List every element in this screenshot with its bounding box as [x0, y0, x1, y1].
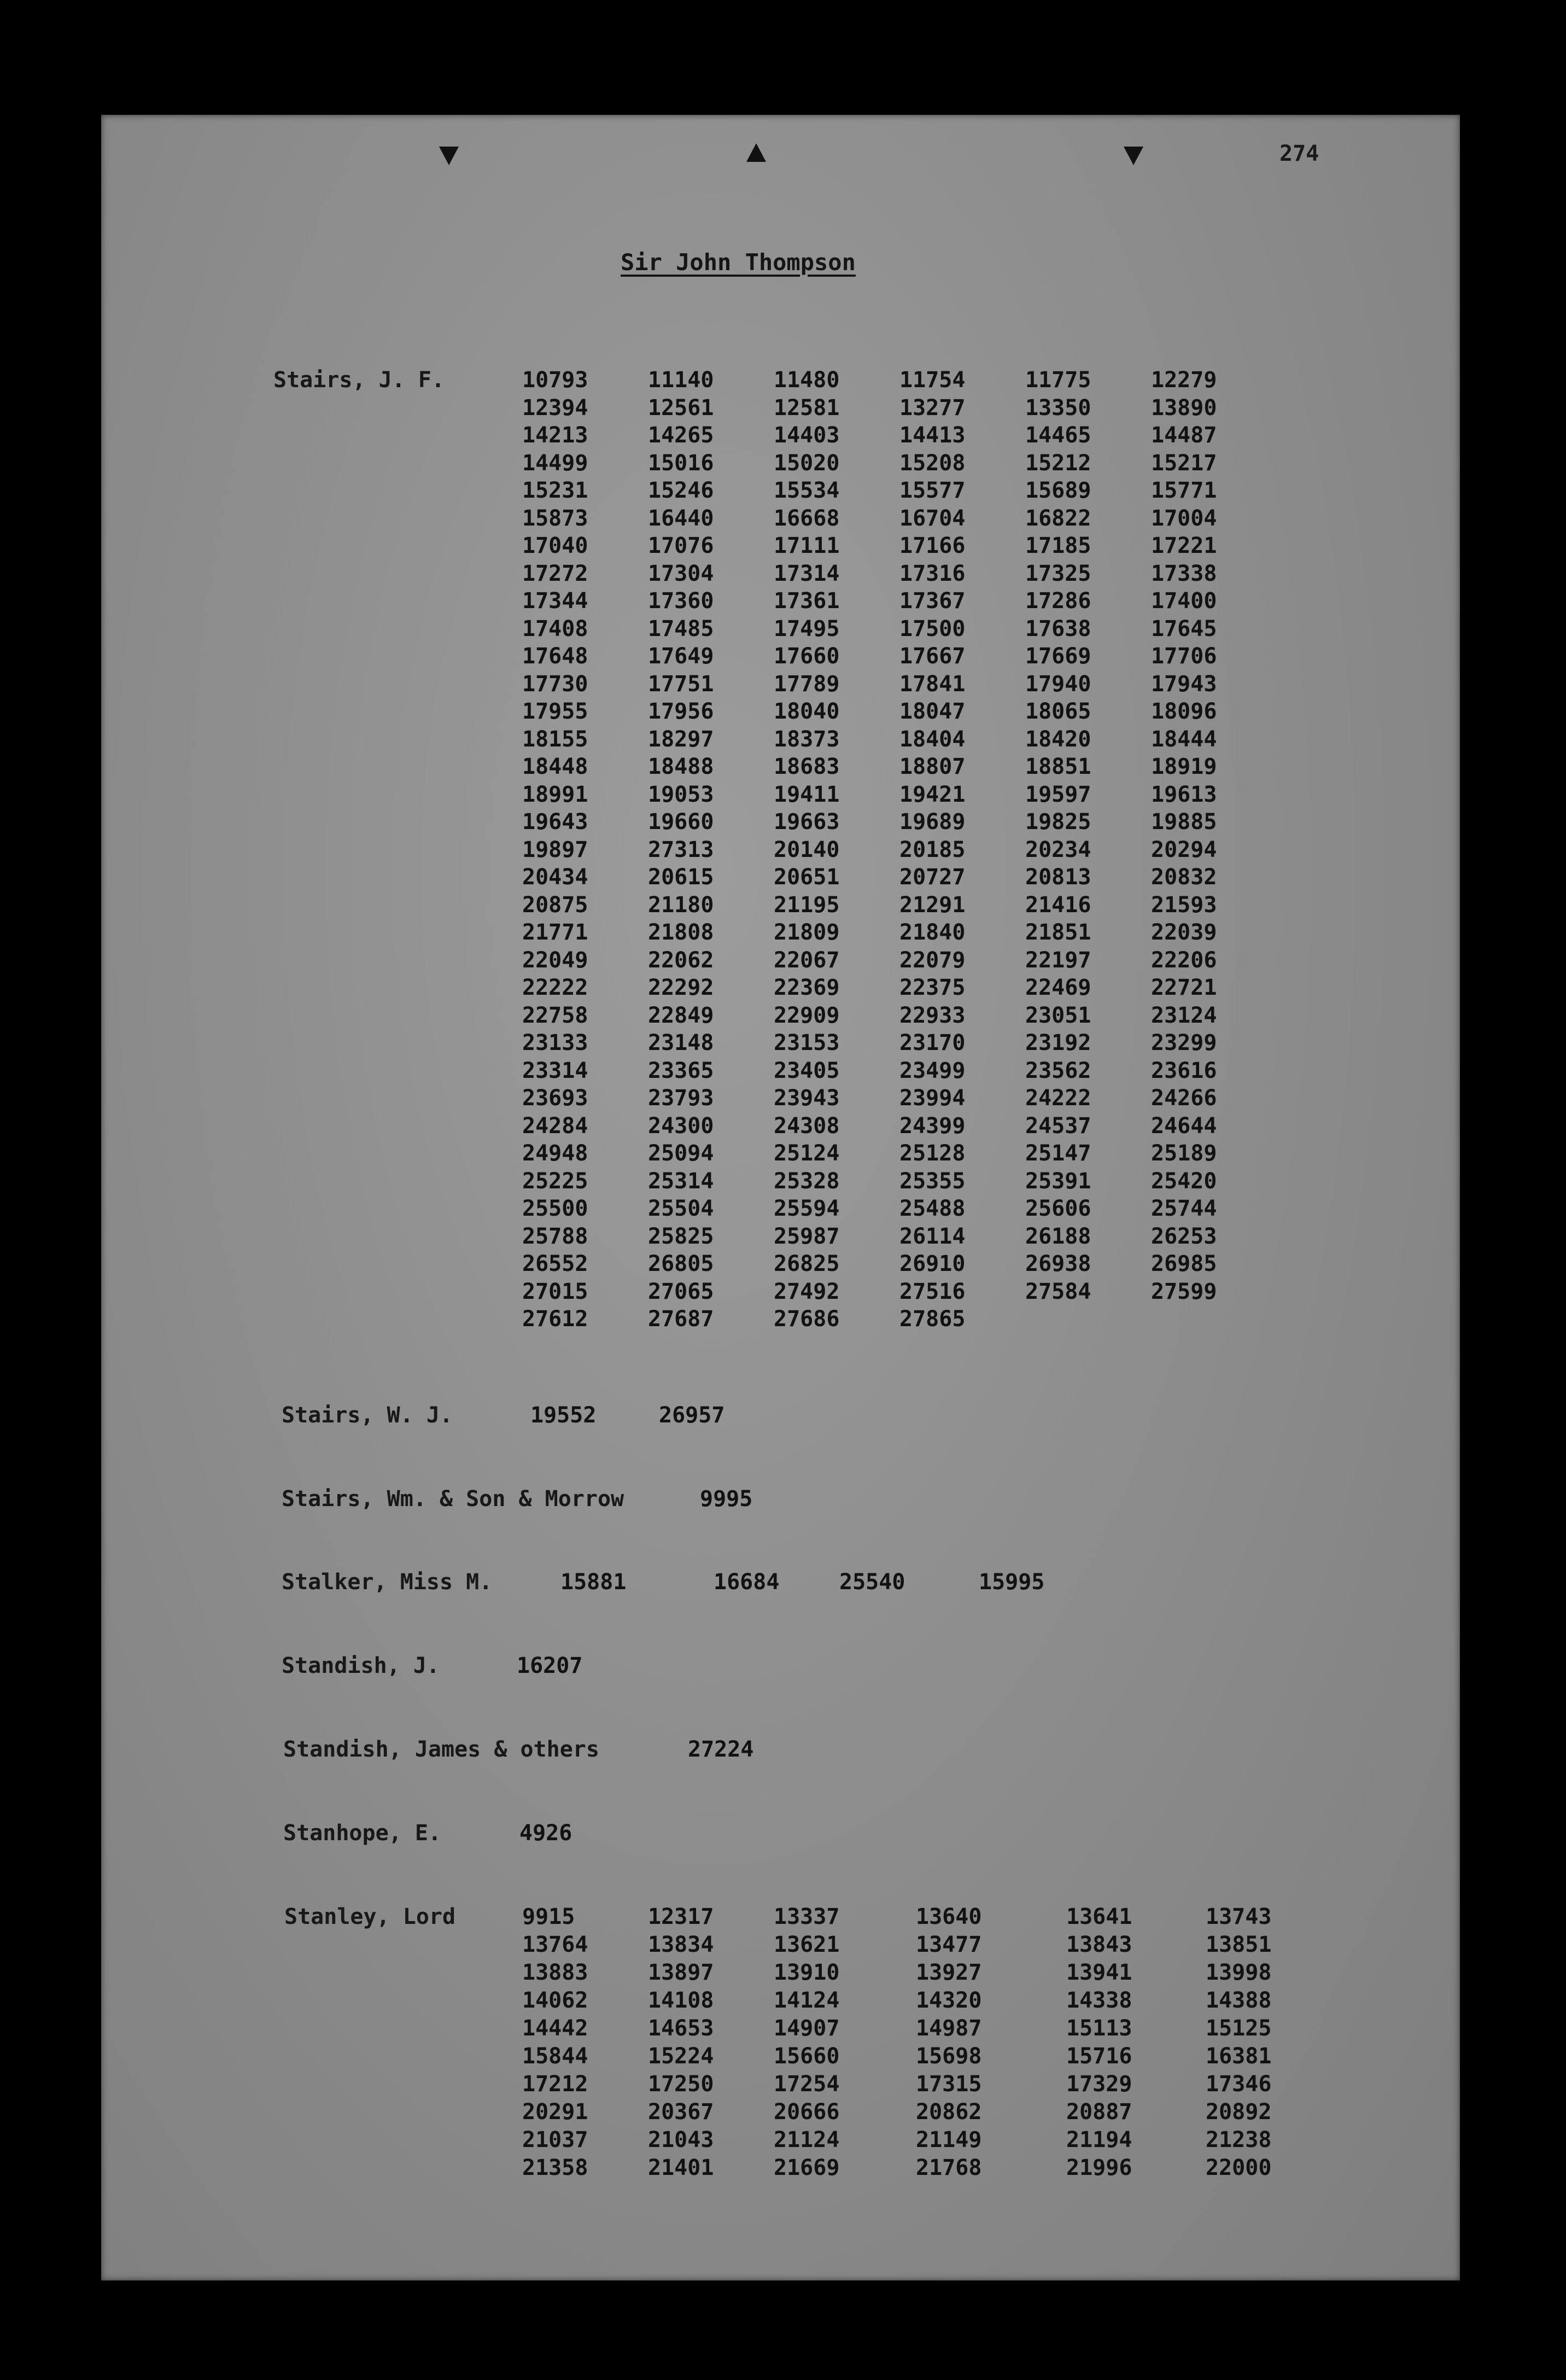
reference-number: 17751 — [648, 671, 714, 697]
reference-number: 24537 — [1025, 1113, 1091, 1139]
reference-number: 17314 — [774, 561, 840, 586]
reference-number: 25825 — [648, 1223, 714, 1249]
reference-number: 15020 — [774, 450, 840, 476]
punch-hole-mark — [439, 147, 459, 165]
reference-number: 14403 — [774, 423, 840, 448]
reference-number: 27224 — [688, 1737, 754, 1762]
reference-number: 26825 — [774, 1251, 840, 1276]
reference-number: 19663 — [774, 809, 840, 835]
reference-number: 17166 — [899, 533, 966, 558]
reference-number: 12394 — [522, 395, 588, 421]
reference-number: 15231 — [522, 478, 588, 503]
reference-number: 9995 — [700, 1486, 753, 1512]
reference-number: 13883 — [522, 1960, 588, 1985]
reference-number: 15125 — [1206, 2016, 1272, 2041]
reference-number: 11480 — [774, 368, 840, 393]
reference-number: 18488 — [648, 754, 714, 779]
reference-number: 14499 — [522, 450, 588, 476]
entry-name: Stalker, Miss M. — [282, 1570, 493, 1595]
reference-number: 13834 — [648, 1932, 714, 1957]
reference-number: 17956 — [648, 699, 714, 724]
reference-number: 18683 — [774, 754, 840, 779]
reference-number: 21180 — [648, 892, 714, 918]
reference-number: 21238 — [1206, 2127, 1272, 2152]
reference-number: 23693 — [522, 1086, 588, 1111]
reference-number: 19689 — [899, 809, 966, 835]
reference-number: 15217 — [1151, 450, 1217, 476]
reference-number: 16704 — [899, 505, 966, 531]
reference-number: 15212 — [1025, 450, 1091, 476]
reference-number: 17645 — [1151, 616, 1217, 641]
reference-number: 23153 — [774, 1030, 840, 1055]
reference-number: 26114 — [899, 1223, 966, 1249]
reference-number: 21124 — [774, 2127, 840, 2152]
reference-number: 26805 — [648, 1251, 714, 1276]
reference-number: 22369 — [774, 975, 840, 1000]
reference-number: 25189 — [1151, 1141, 1217, 1166]
reference-number: 26552 — [522, 1251, 588, 1276]
reference-number: 20434 — [522, 865, 588, 890]
reference-number: 13941 — [1066, 1960, 1132, 1985]
reference-number: 24948 — [522, 1141, 588, 1166]
reference-number: 13927 — [916, 1960, 982, 1985]
reference-number: 12279 — [1151, 368, 1217, 393]
reference-number: 14108 — [648, 1988, 714, 2013]
reference-number: 14653 — [648, 2016, 714, 2041]
reference-number: 20185 — [899, 837, 966, 862]
reference-number: 25594 — [774, 1196, 840, 1221]
reference-number: 18047 — [899, 699, 966, 724]
reference-number: 24644 — [1151, 1113, 1217, 1139]
reference-number: 21416 — [1025, 892, 1091, 918]
reference-number: 20862 — [916, 2099, 982, 2125]
entry-name: Stanley, Lord — [284, 1904, 456, 1929]
reference-number: 20291 — [522, 2099, 588, 2125]
reference-number: 20367 — [648, 2099, 714, 2125]
reference-number: 17329 — [1066, 2072, 1132, 2097]
reference-number: 17955 — [522, 699, 588, 724]
reference-number: 11754 — [899, 368, 966, 393]
reference-number: 24266 — [1151, 1086, 1217, 1111]
reference-number: 14213 — [522, 423, 588, 448]
reference-number: 23133 — [522, 1030, 588, 1055]
reference-number: 18420 — [1025, 726, 1091, 752]
reference-number: 20140 — [774, 837, 840, 862]
reference-number: 27687 — [648, 1306, 714, 1332]
reference-number: 27015 — [522, 1279, 588, 1304]
reference-number: 22222 — [522, 975, 588, 1000]
page-title: Sir John Thompson — [621, 249, 856, 276]
reference-number: 12561 — [648, 395, 714, 421]
reference-number: 14413 — [899, 423, 966, 448]
reference-number: 14320 — [916, 1988, 982, 2013]
reference-number: 18373 — [774, 726, 840, 752]
reference-number: 13641 — [1066, 1904, 1132, 1929]
reference-number: 17485 — [648, 616, 714, 641]
reference-number: 17185 — [1025, 533, 1091, 558]
reference-number: 17789 — [774, 671, 840, 697]
reference-number: 13640 — [916, 1904, 982, 1929]
reference-number: 25420 — [1151, 1168, 1217, 1194]
reference-number: 4926 — [519, 1821, 572, 1846]
reference-number: 17212 — [522, 2072, 588, 2097]
reference-number: 21149 — [916, 2127, 982, 2152]
reference-number: 21043 — [648, 2127, 714, 2152]
reference-number: 19897 — [522, 837, 588, 862]
reference-number: 13477 — [916, 1932, 982, 1957]
reference-number: 23192 — [1025, 1030, 1091, 1055]
reference-number: 17669 — [1025, 644, 1091, 669]
reference-number: 21809 — [774, 920, 840, 945]
reference-number: 17841 — [899, 671, 966, 697]
reference-number: 17367 — [899, 588, 966, 614]
reference-number: 25391 — [1025, 1168, 1091, 1194]
reference-number: 15660 — [774, 2044, 840, 2069]
reference-number: 13851 — [1206, 1932, 1272, 1957]
reference-number: 27686 — [774, 1306, 840, 1332]
reference-number: 26188 — [1025, 1223, 1091, 1249]
reference-number: 20813 — [1025, 865, 1091, 890]
reference-number: 18040 — [774, 699, 840, 724]
reference-number: 15534 — [774, 478, 840, 503]
reference-number: 17325 — [1025, 561, 1091, 586]
reference-number: 17400 — [1151, 588, 1217, 614]
reference-number: 21851 — [1025, 920, 1091, 945]
reference-number: 17943 — [1151, 671, 1217, 697]
reference-number: 17304 — [648, 561, 714, 586]
reference-number: 11140 — [648, 368, 714, 393]
reference-number: 21768 — [916, 2155, 982, 2180]
reference-number: 26985 — [1151, 1251, 1217, 1276]
reference-number: 25314 — [648, 1168, 714, 1194]
reference-number: 19552 — [530, 1403, 597, 1428]
reference-number: 17221 — [1151, 533, 1217, 558]
reference-number: 17254 — [774, 2072, 840, 2097]
reference-number: 25328 — [774, 1168, 840, 1194]
reference-number: 19053 — [648, 781, 714, 807]
reference-number: 17648 — [522, 644, 588, 669]
reference-number: 18919 — [1151, 754, 1217, 779]
reference-number: 27516 — [899, 1279, 966, 1304]
reference-number: 15771 — [1151, 478, 1217, 503]
reference-number: 23405 — [774, 1058, 840, 1083]
reference-number: 23051 — [1025, 1002, 1091, 1028]
reference-number: 22849 — [648, 1002, 714, 1028]
reference-number: 17649 — [648, 644, 714, 669]
reference-number: 23793 — [648, 1086, 714, 1111]
reference-number: 17076 — [648, 533, 714, 558]
reference-number: 19643 — [522, 809, 588, 835]
reference-number: 13743 — [1206, 1904, 1272, 1929]
reference-number: 22292 — [648, 975, 714, 1000]
reference-number: 16684 — [714, 1570, 780, 1595]
reference-number: 17344 — [522, 588, 588, 614]
reference-number: 19411 — [774, 781, 840, 807]
reference-number: 15113 — [1066, 2016, 1132, 2041]
reference-number: 25124 — [774, 1141, 840, 1166]
entry-name: Standish, J. — [282, 1653, 440, 1678]
reference-number: 20294 — [1151, 837, 1217, 862]
reference-number: 21996 — [1066, 2155, 1132, 2180]
reference-number: 21669 — [774, 2155, 840, 2180]
reference-number: 23562 — [1025, 1058, 1091, 1083]
reference-number: 27584 — [1025, 1279, 1091, 1304]
reference-number: 15224 — [648, 2044, 714, 2069]
reference-number: 17360 — [648, 588, 714, 614]
reference-number: 25094 — [648, 1141, 714, 1166]
reference-number: 25504 — [648, 1196, 714, 1221]
reference-number: 13897 — [648, 1960, 714, 1985]
reference-number: 19825 — [1025, 809, 1091, 835]
reference-number: 16381 — [1206, 2044, 1272, 2069]
reference-number: 21195 — [774, 892, 840, 918]
reference-number: 27599 — [1151, 1279, 1217, 1304]
reference-number: 17495 — [774, 616, 840, 641]
reference-number: 20832 — [1151, 865, 1217, 890]
reference-number: 21037 — [522, 2127, 588, 2152]
reference-number: 18065 — [1025, 699, 1091, 724]
reference-number: 24399 — [899, 1113, 966, 1139]
reference-number: 14338 — [1066, 1988, 1132, 2013]
reference-number: 16822 — [1025, 505, 1091, 531]
reference-number: 18404 — [899, 726, 966, 752]
reference-number: 13621 — [774, 1932, 840, 1957]
reference-number: 21771 — [522, 920, 588, 945]
reference-number: 15246 — [648, 478, 714, 503]
reference-number: 25987 — [774, 1223, 840, 1249]
punch-hole-mark — [746, 143, 766, 162]
reference-number: 22206 — [1151, 947, 1217, 973]
reference-number: 22062 — [648, 947, 714, 973]
reference-number: 23943 — [774, 1086, 840, 1111]
reference-number: 17706 — [1151, 644, 1217, 669]
reference-number: 19421 — [899, 781, 966, 807]
reference-number: 17408 — [522, 616, 588, 641]
reference-number: 13998 — [1206, 1960, 1272, 1985]
reference-number: 17500 — [899, 616, 966, 641]
reference-number: 19660 — [648, 809, 714, 835]
reference-number: 12581 — [774, 395, 840, 421]
punch-hole-mark — [1124, 147, 1143, 165]
reference-number: 22079 — [899, 947, 966, 973]
reference-number: 25606 — [1025, 1196, 1091, 1221]
reference-number: 25225 — [522, 1168, 588, 1194]
reference-number: 16668 — [774, 505, 840, 531]
reference-number: 14265 — [648, 423, 714, 448]
reference-number: 17111 — [774, 533, 840, 558]
reference-number: 18155 — [522, 726, 588, 752]
reference-number: 14442 — [522, 2016, 588, 2041]
reference-number: 17667 — [899, 644, 966, 669]
reference-number: 15881 — [560, 1570, 627, 1595]
reference-number: 23616 — [1151, 1058, 1217, 1083]
reference-number: 25147 — [1025, 1141, 1091, 1166]
reference-number: 15716 — [1066, 2044, 1132, 2069]
reference-number: 19613 — [1151, 781, 1217, 807]
reference-number: 13910 — [774, 1960, 840, 1985]
reference-number: 23170 — [899, 1030, 966, 1055]
reference-number: 22909 — [774, 1002, 840, 1028]
reference-number: 16440 — [648, 505, 714, 531]
reference-number: 25540 — [839, 1570, 905, 1595]
reference-number: 20234 — [1025, 837, 1091, 862]
reference-number: 22049 — [522, 947, 588, 973]
reference-number: 20666 — [774, 2099, 840, 2125]
reference-number: 20651 — [774, 865, 840, 890]
reference-number: 20615 — [648, 865, 714, 890]
reference-number: 22375 — [899, 975, 966, 1000]
reference-number: 22067 — [774, 947, 840, 973]
reference-number: 18807 — [899, 754, 966, 779]
reference-number: 17286 — [1025, 588, 1091, 614]
reference-number: 18991 — [522, 781, 588, 807]
reference-number: 15844 — [522, 2044, 588, 2069]
reference-number: 17660 — [774, 644, 840, 669]
reference-number: 22469 — [1025, 975, 1091, 1000]
reference-number: 12317 — [648, 1904, 714, 1929]
reference-number: 21291 — [899, 892, 966, 918]
reference-number: 14124 — [774, 1988, 840, 2013]
reference-number: 17940 — [1025, 671, 1091, 697]
reference-number: 20875 — [522, 892, 588, 918]
reference-number: 14388 — [1206, 1988, 1272, 2013]
entry-name: Standish, James & others — [283, 1737, 599, 1762]
reference-number: 13890 — [1151, 395, 1217, 421]
reference-number: 14465 — [1025, 423, 1091, 448]
reference-number: 23365 — [648, 1058, 714, 1083]
reference-number: 26910 — [899, 1251, 966, 1276]
entry-name: Stanhope, E. — [283, 1821, 441, 1846]
reference-number: 18851 — [1025, 754, 1091, 779]
reference-number: 14987 — [916, 2016, 982, 2041]
reference-number: 15577 — [899, 478, 966, 503]
reference-number: 26253 — [1151, 1223, 1217, 1249]
reference-number: 27865 — [899, 1306, 966, 1332]
reference-number: 17272 — [522, 561, 588, 586]
reference-number: 23499 — [899, 1058, 966, 1083]
reference-number: 25355 — [899, 1168, 966, 1194]
reference-number: 27612 — [522, 1306, 588, 1332]
reference-number: 19597 — [1025, 781, 1091, 807]
reference-number: 25128 — [899, 1141, 966, 1166]
reference-number: 24300 — [648, 1113, 714, 1139]
reference-number: 16207 — [517, 1653, 583, 1678]
reference-number: 18444 — [1151, 726, 1217, 752]
reference-number: 22197 — [1025, 947, 1091, 973]
reference-number: 18297 — [648, 726, 714, 752]
reference-number: 23994 — [899, 1086, 966, 1111]
reference-number: 22933 — [899, 1002, 966, 1028]
reference-number: 22039 — [1151, 920, 1217, 945]
reference-number: 23314 — [522, 1058, 588, 1083]
reference-number: 20892 — [1206, 2099, 1272, 2125]
reference-number: 17638 — [1025, 616, 1091, 641]
reference-number: 15689 — [1025, 478, 1091, 503]
reference-number: 17315 — [916, 2072, 982, 2097]
reference-number: 10793 — [522, 368, 588, 393]
reference-number: 27065 — [648, 1279, 714, 1304]
reference-number: 23148 — [648, 1030, 714, 1055]
entry-name: Stairs, J. F. — [273, 368, 445, 393]
reference-number: 22758 — [522, 1002, 588, 1028]
reference-number: 24222 — [1025, 1086, 1091, 1111]
reference-number: 15873 — [522, 505, 588, 531]
reference-number: 17250 — [648, 2072, 714, 2097]
reference-number: 25500 — [522, 1196, 588, 1221]
reference-number: 13277 — [899, 395, 966, 421]
reference-number: 20727 — [899, 865, 966, 890]
reference-number: 17004 — [1151, 505, 1217, 531]
reference-number: 13843 — [1066, 1932, 1132, 1957]
reference-number: 21840 — [899, 920, 966, 945]
reference-number: 9915 — [522, 1904, 575, 1929]
reference-number: 15016 — [648, 450, 714, 476]
reference-number: 19885 — [1151, 809, 1217, 835]
reference-number: 23299 — [1151, 1030, 1217, 1055]
reference-number: 17338 — [1151, 561, 1217, 586]
reference-number: 21358 — [522, 2155, 588, 2180]
reference-number: 26957 — [659, 1403, 725, 1428]
reference-number: 24308 — [774, 1113, 840, 1139]
reference-number: 13350 — [1025, 395, 1091, 421]
reference-number: 17361 — [774, 588, 840, 614]
reference-number: 21808 — [648, 920, 714, 945]
reference-number: 15208 — [899, 450, 966, 476]
reference-number: 17730 — [522, 671, 588, 697]
reference-number: 17316 — [899, 561, 966, 586]
reference-number: 23124 — [1151, 1002, 1217, 1028]
reference-number: 18096 — [1151, 699, 1217, 724]
entry-name: Stairs, W. J. — [282, 1403, 453, 1428]
reference-number: 13337 — [774, 1904, 840, 1929]
reference-number: 17040 — [522, 533, 588, 558]
reference-number: 25488 — [899, 1196, 966, 1221]
reference-number: 21401 — [648, 2155, 714, 2180]
reference-number: 21194 — [1066, 2127, 1132, 2152]
reference-number: 15698 — [916, 2044, 982, 2069]
reference-number: 21593 — [1151, 892, 1217, 918]
reference-number: 14062 — [522, 1988, 588, 2013]
reference-number: 14907 — [774, 2016, 840, 2041]
reference-number: 13764 — [522, 1932, 588, 1957]
reference-number: 22000 — [1206, 2155, 1272, 2180]
reference-number: 17346 — [1206, 2072, 1272, 2097]
page-number: 274 — [1279, 141, 1319, 166]
reference-number: 18448 — [522, 754, 588, 779]
reference-number: 22721 — [1151, 975, 1217, 1000]
reference-number: 24284 — [522, 1113, 588, 1139]
reference-number: 14487 — [1151, 423, 1217, 448]
reference-number: 26938 — [1025, 1251, 1091, 1276]
reference-number: 27492 — [774, 1279, 840, 1304]
reference-number: 11775 — [1025, 368, 1091, 393]
reference-number: 25788 — [522, 1223, 588, 1249]
entry-name: Stairs, Wm. & Son & Morrow — [282, 1486, 624, 1512]
reference-number: 25744 — [1151, 1196, 1217, 1221]
reference-number: 20887 — [1066, 2099, 1132, 2125]
reference-number: 27313 — [648, 837, 714, 862]
reference-number: 15995 — [979, 1570, 1045, 1595]
